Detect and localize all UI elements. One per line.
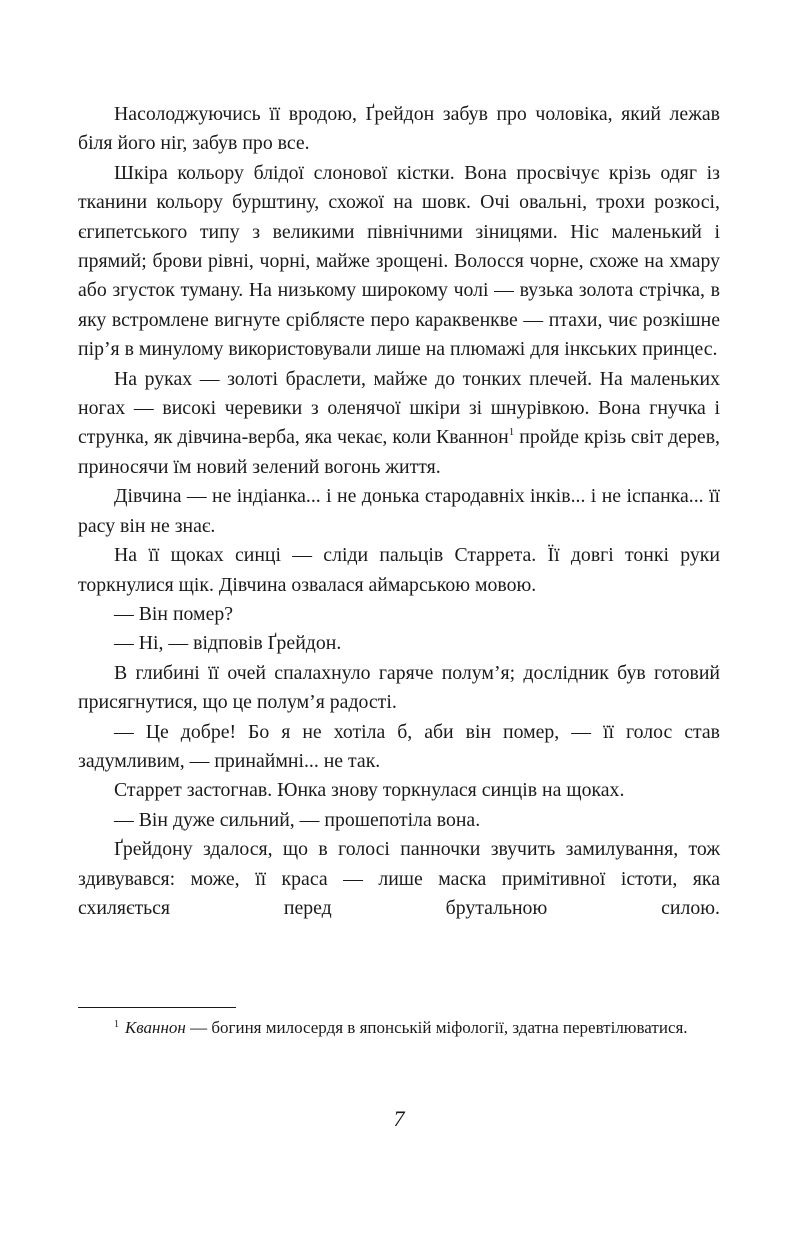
footnote bbox=[78, 1016, 720, 1040]
footnote-definition: — богиня милосердя в японській міфології, здатна перевтілюватися. bbox=[185, 1018, 688, 1037]
footnote-reference: 1 bbox=[508, 426, 515, 439]
paragraph: Насолоджуючись її вродою, Ґрейдон забув про чоловіка, який лежав біля його ніг, забув про все. bbox=[78, 103, 720, 155]
footnote-text bbox=[78, 1016, 720, 1040]
footnote-term: Кваннон bbox=[125, 1018, 186, 1037]
paragraph: — Ні, — відповів Ґрейдон. bbox=[114, 632, 342, 655]
footnote-divider bbox=[78, 1007, 236, 1008]
paragraph: — Він дуже сильний, — прошепотіла вона. bbox=[114, 808, 481, 831]
footnote-number: 1 bbox=[114, 1019, 119, 1030]
body-text bbox=[78, 100, 720, 923]
paragraph-text: На руках — золоті браслети, майже до тонких плечей. На маленьких ногах — високі черевики з оленячої шкіри зі шнурівкою. Вона гнучка і струнка, як дівчина-верба, яка чекає, коли Кваннон bbox=[78, 367, 720, 449]
paragraph-with-footnote bbox=[78, 365, 720, 483]
paragraph: Шкіра кольору блідої слонової кістки. Вона просвічує крізь одяг із тканини кольору бурштину, схожої на шовк. Очі овальні, трохи розкосі, єгипетського типу з великими північними зіницями. Ніс маленький і прямий; брови рівні, чорні, майже зрощені. Волосся чорне, схоже на хмару або згусток туману. На низькому широкому чолі — вузька золота стрічка, в яку встромлене вигнуте сріблясте перо караквенкве — птахи, чиє розкішне пір’я в минулому використовували лише на плюмажі для інкських принцес. bbox=[78, 161, 720, 361]
paragraph: В глибині її очей спалахнуло гаряче полум’я; дослідник був готовий присягнутися, що це полум’я радості. bbox=[78, 661, 720, 714]
paragraph-text: пройде крізь світ дерев, приносячи їм новий зелений вогонь життя. bbox=[78, 426, 720, 478]
paragraph: На її щоках синці — сліди пальців Старрета. Її довгі тонкі руки торкнулися щік. Дівчина озвалася аймарською мовою. bbox=[78, 544, 720, 596]
paragraph: Ґрейдону здалося, що в голосі панночки звучить замилування, тож здивувався: може, її краса — лише маска примітивної істоти, яка схиляється перед брутальною силою. bbox=[78, 838, 720, 919]
paragraph: Старрет застогнав. Юнка знову торкнулася синців на щоках. bbox=[114, 779, 625, 802]
paragraph: — Це добре! Бо я не хотіла б, аби він помер, — її голос став задумливим, — принаймні... не так. bbox=[78, 720, 720, 772]
paragraph: Дівчина — не індіанка... і не донька стародавніх інків... і не іспанка... її расу він не знає. bbox=[78, 485, 720, 537]
page-number: 7 bbox=[393, 1106, 405, 1131]
paragraph: — Він помер? bbox=[114, 602, 234, 625]
